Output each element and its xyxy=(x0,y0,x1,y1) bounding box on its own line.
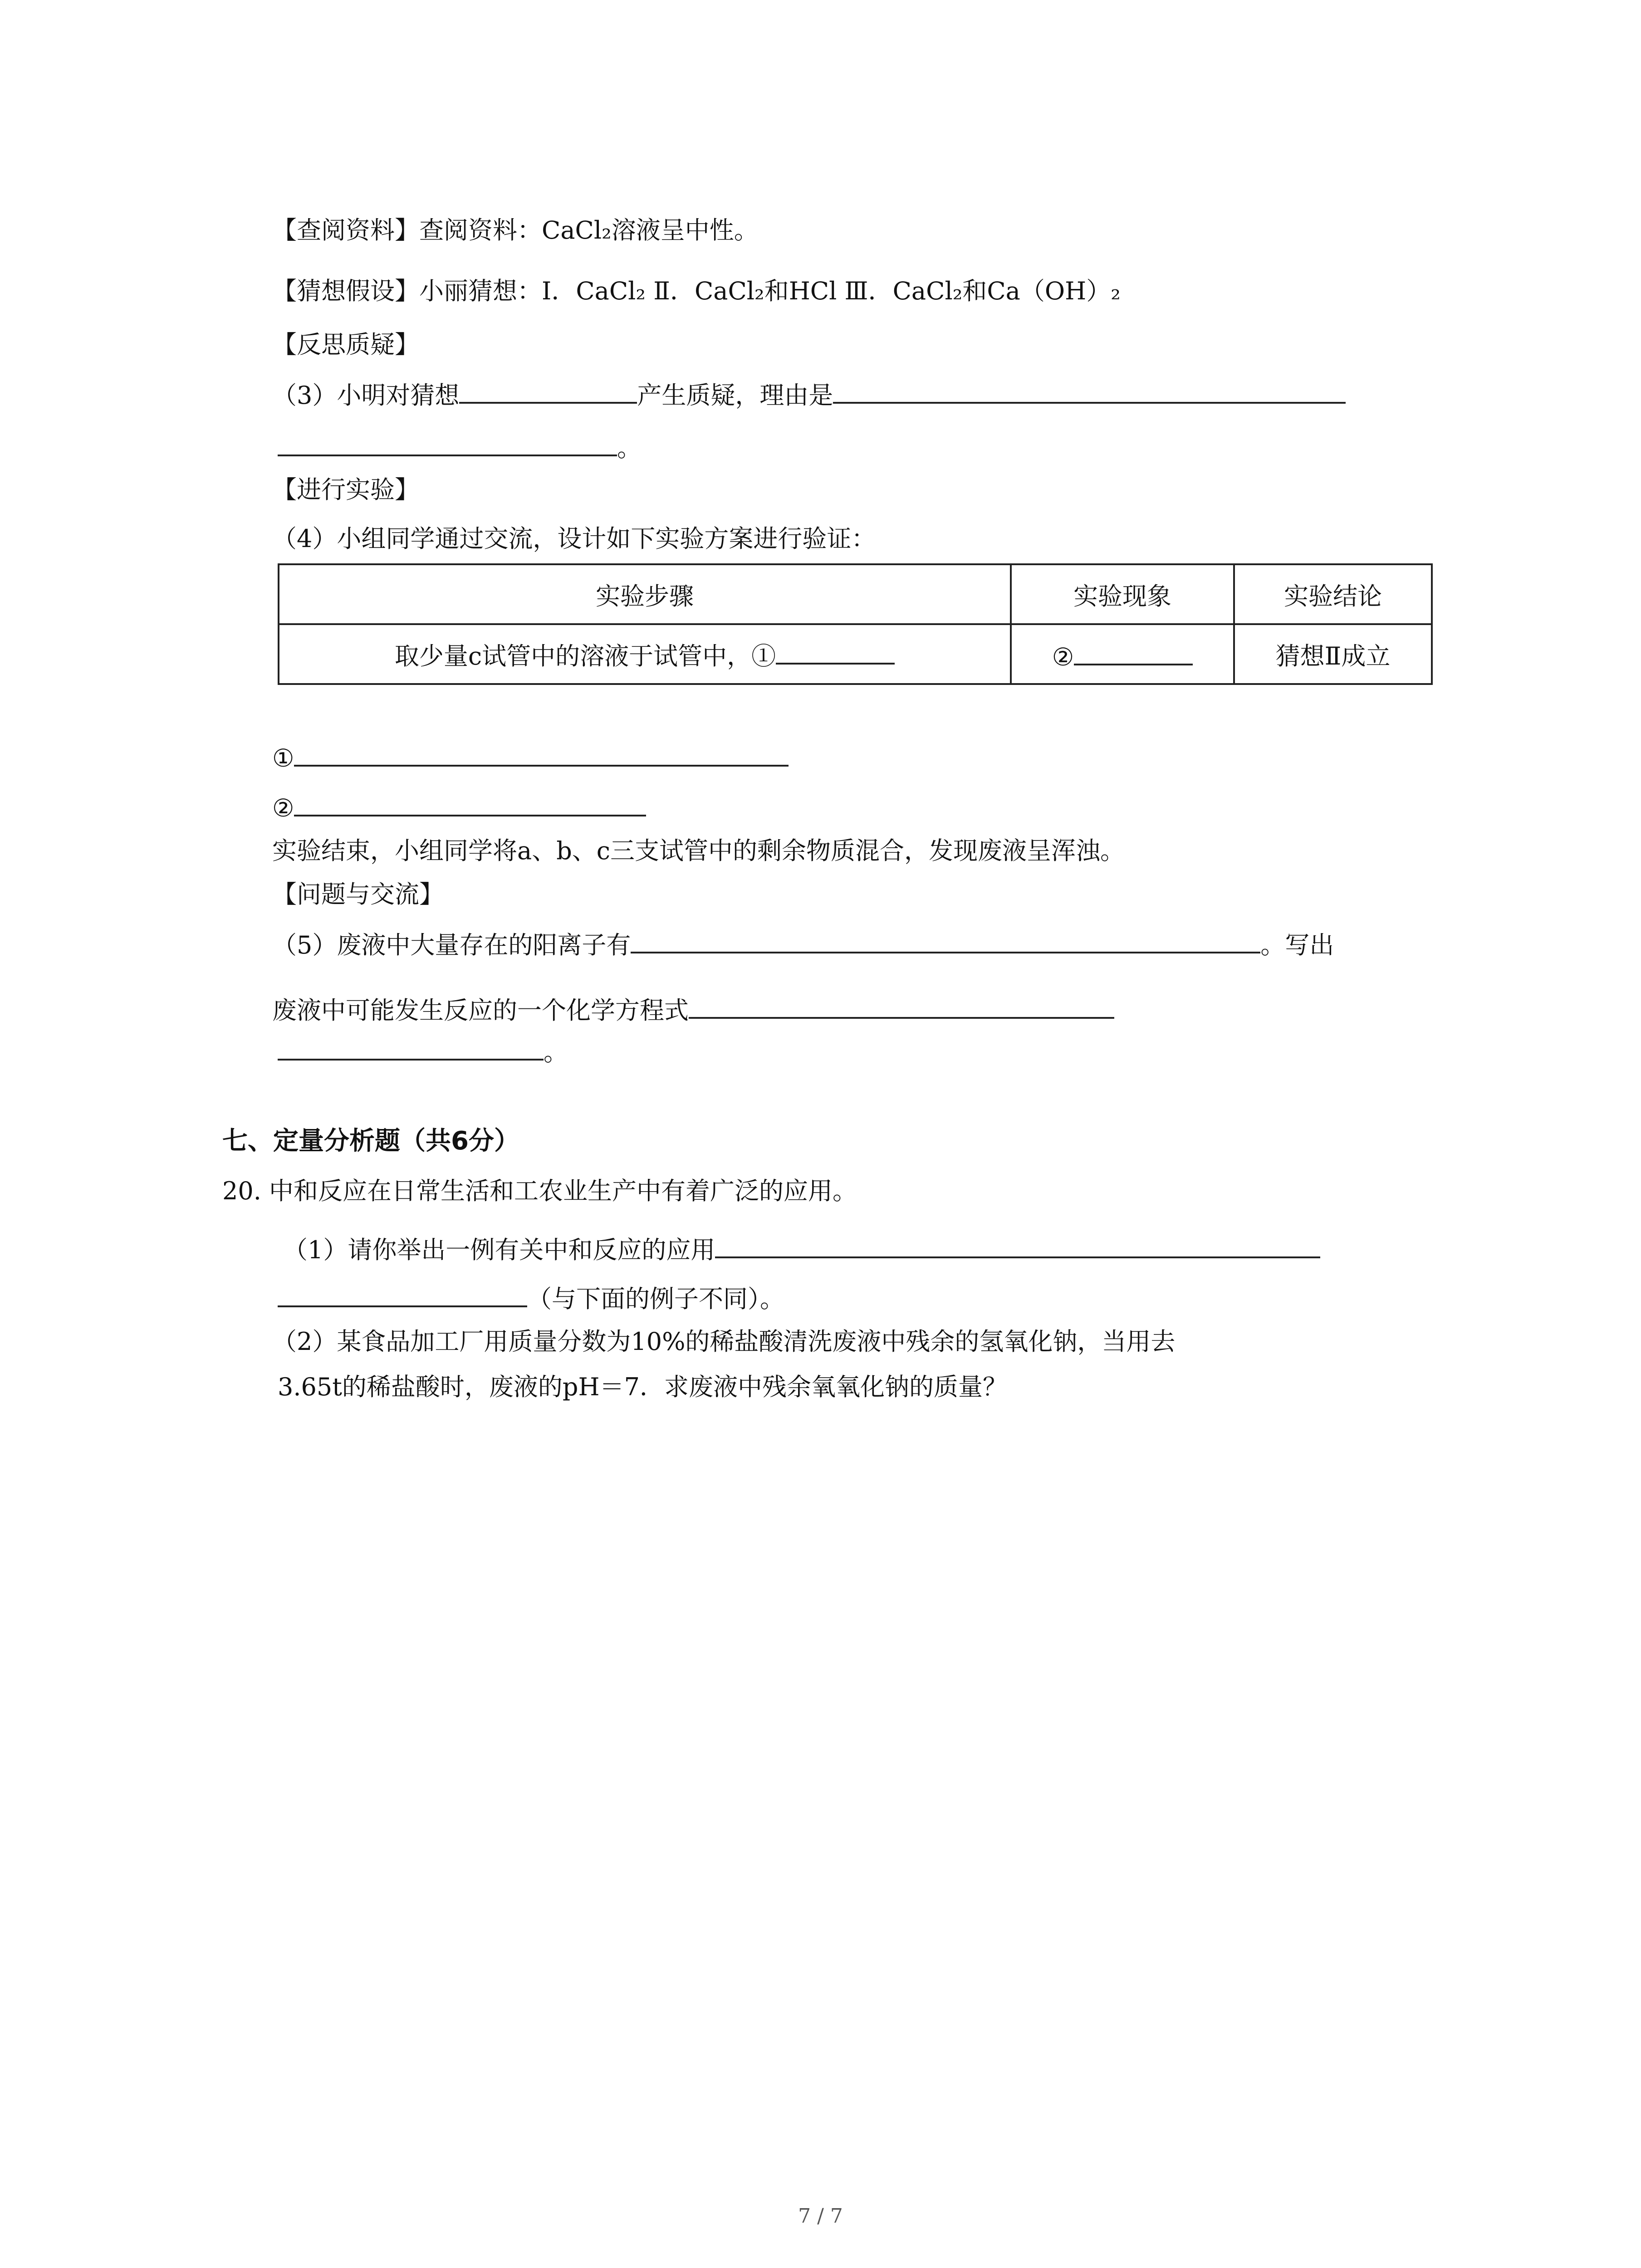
experiment-table xyxy=(278,563,1433,685)
equation-line xyxy=(272,991,1114,1029)
section-7-heading: 七、定量分析题（共6分） xyxy=(222,1126,519,1156)
period: 。 xyxy=(617,434,642,462)
question-4-line: （4）小组同学通过交流，设计如下实验方案进行验证： xyxy=(272,524,876,553)
question-3-text: （3）小明对猜想 xyxy=(272,381,460,410)
table-header-row xyxy=(279,564,1432,624)
answer-1-line xyxy=(272,738,789,777)
phenomenon-text: ② xyxy=(1052,642,1074,671)
answer-2-blank[interactable] xyxy=(294,788,646,816)
header-phenomenon: 实验现象 xyxy=(1011,564,1234,624)
experiment-end-line: 实验结束，小组同学将a、b、c三支试管中的剩余物质混合，发现废液呈浑浊。 xyxy=(272,836,1125,865)
hypothesis-line: 【猜想假设】小丽猜想：Ⅰ．CaCl₂ Ⅱ．CaCl₂和HCl Ⅲ．CaCl₂和Ca（OH）₂ xyxy=(272,277,1121,305)
answer-1-marker: ① xyxy=(272,744,294,772)
equation-continuation xyxy=(278,1032,568,1070)
reason-blank-continued[interactable] xyxy=(278,428,617,456)
discussion-heading: 【问题与交流】 xyxy=(272,880,444,909)
question-3-line xyxy=(272,376,1346,414)
application-blank-continued[interactable] xyxy=(278,1279,527,1307)
reference-line: 【查阅资料】查阅资料：CaCl₂溶液呈中性。 xyxy=(272,216,759,244)
question-5-text: （5）废液中大量存在的阳离子有 xyxy=(272,931,631,959)
question-5-tail: 。写出 xyxy=(1260,931,1334,959)
question-3-reason-text: 产生质疑，理由是 xyxy=(637,381,833,410)
cell-phenomenon xyxy=(1011,624,1234,684)
equation-text: 废液中可能发生反应的一个化学方程式 xyxy=(272,996,689,1025)
question-20-1-text: （1）请你举出一例有关中和反应的应用 xyxy=(283,1236,715,1264)
hypothesis-blank[interactable] xyxy=(459,376,637,404)
header-conclusion: 实验结论 xyxy=(1234,564,1432,624)
answer-1-blank[interactable] xyxy=(294,738,789,767)
question-5-line xyxy=(272,925,1334,963)
answer-2-marker: ② xyxy=(272,794,294,822)
reflection-heading: 【反思质疑】 xyxy=(272,330,419,359)
page-number: 7 / 7 xyxy=(798,2204,843,2228)
experiment-heading: 【进行实验】 xyxy=(272,475,419,504)
equation-blank-continued[interactable] xyxy=(278,1032,544,1061)
question-20-1-continuation xyxy=(278,1279,784,1317)
cation-blank[interactable] xyxy=(631,925,1260,953)
question-20-2-continuation: 3.65t的稀盐酸时，废液的pH＝7．求废液中残余氧氧化钠的质量？ xyxy=(278,1373,1007,1401)
header-step: 实验步骤 xyxy=(279,564,1011,624)
reason-blank[interactable] xyxy=(833,376,1346,404)
equation-blank[interactable] xyxy=(689,991,1114,1019)
question-20-line: 20. 中和反应在日常生活和工农业生产中有着广泛的应用。 xyxy=(222,1177,857,1205)
question-20-1-note: （与下面的例子不同）。 xyxy=(527,1285,784,1313)
step-text: 取少量c试管中的溶液于试管中，① xyxy=(394,642,776,670)
application-blank[interactable] xyxy=(715,1230,1320,1258)
answer-2-line xyxy=(272,788,646,826)
cell-step xyxy=(279,624,1011,684)
question-3-continuation xyxy=(278,428,642,466)
question-20-1-line xyxy=(283,1230,1320,1268)
period: 。 xyxy=(544,1038,568,1066)
step-blank[interactable] xyxy=(776,636,895,665)
cell-conclusion: 猜想Ⅱ成立 xyxy=(1234,624,1432,684)
phenomenon-blank[interactable] xyxy=(1074,637,1193,665)
question-20-2-line: （2）某食品加工厂用质量分数为10%的稀盐酸清洗废液中残余的氢氧化钠，当用去 xyxy=(272,1327,1176,1356)
table-row xyxy=(279,624,1432,684)
